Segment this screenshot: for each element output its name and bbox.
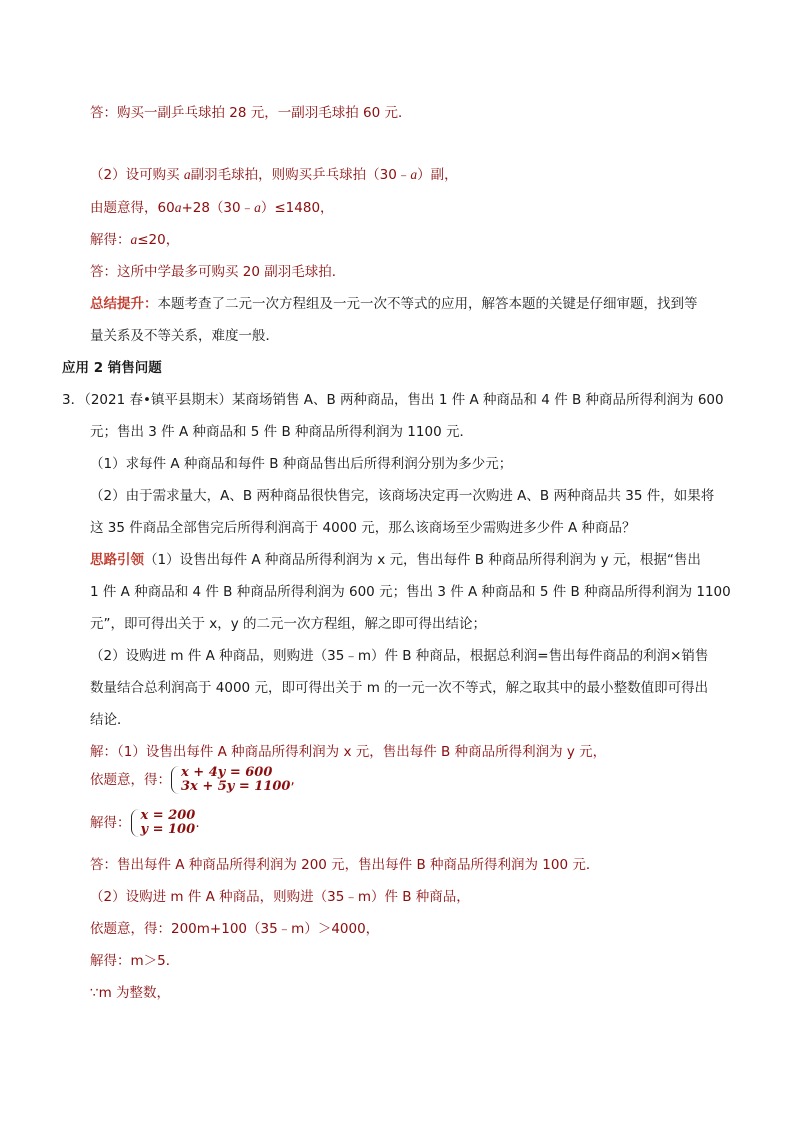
text: （2）设可购买 [90, 167, 184, 183]
summary-text: 本题考查了二元一次方程组及一元一次不等式的应用，解答本题的关键是仔细审题，找到等 [157, 296, 698, 312]
hint-line-2: 1 件 A 种商品和 4 件 B 种商品所得利润为 600 元；售出 3 件 A 种商品和 5 件 B 种商品所得利润为 1100 [90, 584, 731, 600]
var-a: a [174, 200, 182, 215]
solution-line-8: ∵m 为整数， [90, 985, 171, 1001]
text: , [290, 772, 295, 788]
equation: 3x + 5y = 1100 [181, 779, 291, 794]
var-a: a [130, 232, 138, 247]
var-a: a [254, 200, 261, 215]
solution-line-6: 依题意，得：200m+100（35﹣m）＞4000， [90, 921, 380, 937]
equation: x + 4y = 600 [181, 765, 273, 780]
summary-text: 量关系及不等关系，难度一般． [90, 328, 279, 344]
section-title: 应用 2 销售问题 [62, 360, 162, 376]
hint-text: （1）设售出每件 A 种商品所得利润为 x 元，售出每件 B 种商品所得利润为 y 元，根据“售出 [144, 552, 701, 568]
q3-line-3: （1）求每件 A 种商品和每件 B 种商品售出后所得利润分别为多少元； [90, 456, 513, 472]
solution-line-5: （2）设购进 m 件 A 种商品，则购进（35﹣m）件 B 种商品， [90, 889, 470, 905]
solution-line-1: 解：（1）设售出每件 A 种商品所得利润为 x 元，售出每件 B 种商品所得利润为 y 元， [90, 744, 607, 760]
equation: x = 200 [140, 808, 196, 823]
q3-line-1: 3．（2021 春•镇平县期末）某商场销售 A、B 两种商品，售出 1 件 A 种商品和 4 件 B 种商品所得利润为 600 [62, 392, 724, 408]
text: ）副， [417, 167, 458, 183]
solution-system-1 [90, 766, 295, 794]
part2-line-4 [90, 262, 345, 282]
hint-line-6: 结论． [90, 712, 131, 728]
summary-line-2 [90, 326, 279, 346]
part2-line-2 [90, 198, 334, 218]
text: 依题意，得： [90, 772, 171, 788]
text: ）≤1480， [260, 200, 334, 216]
text: 答：这所中学最多可购买 20 副羽毛球拍． [90, 264, 346, 280]
part2-line-3 [90, 230, 179, 250]
text: 解得： [90, 815, 131, 831]
hint-line-3: 元”，即可得出关于 x，y 的二元一次方程组，解之即可得出结论； [90, 616, 487, 632]
equation-system [131, 809, 196, 837]
solution-line-4: 答：售出每件 A 种商品所得利润为 200 元，售出每件 B 种商品所得利润为 100 元． [90, 857, 600, 873]
hint-line-1 [90, 550, 701, 570]
text: 解得： [90, 232, 131, 248]
q3-line-5: 这 35 件商品全部售完后所得利润高于 4000 元，那么该商场至少需购进多少件 A 种商品？ [90, 520, 636, 536]
text: 副羽毛球拍，则购买乒乓球拍（30﹣ [190, 167, 411, 183]
text: ≤20， [137, 232, 180, 248]
var-a: a [410, 167, 418, 182]
text: +28（30﹣ [181, 200, 255, 216]
equation-system [171, 766, 290, 794]
brace [131, 809, 140, 837]
hint-line-4: （2）设购进 m 件 A 种商品，则购进（35﹣m）件 B 种商品，根据总利润=售出每件商品的利润×销售 [90, 648, 709, 664]
brace [171, 766, 180, 794]
summary-tag: 总结提升： [90, 296, 158, 312]
solution-line-7: 解得：m＞5． [90, 953, 180, 969]
q3-line-2: 元；售出 3 件 A 种商品和 5 件 B 种商品所得利润为 1100 元． [90, 424, 473, 440]
hint-tag: 思路引领 [90, 552, 144, 568]
q3-line-4: （2）由于需求量大，A、B 两种商品很快售完，该商场决定再一次购进 A、B 两种商品共 35 件，如果将 [90, 488, 715, 504]
answer-text: 答：购买一副乒乓球拍 28 元，一副羽毛球拍 60 元． [90, 105, 412, 121]
text: 由题意得，60 [90, 200, 175, 216]
summary-line-1 [90, 294, 698, 314]
hint-line-5: 数量结合总利润高于 4000 元，即可得出关于 m 的一元一次不等式，解之取其中的最小整数值即可得出 [90, 680, 709, 696]
var-a: a [183, 167, 191, 182]
text: . [195, 815, 200, 831]
answer-line-1 [90, 103, 412, 123]
solution-system-2 [90, 809, 200, 837]
equation: y = 100 [140, 822, 196, 837]
part2-line-1 [90, 165, 458, 185]
